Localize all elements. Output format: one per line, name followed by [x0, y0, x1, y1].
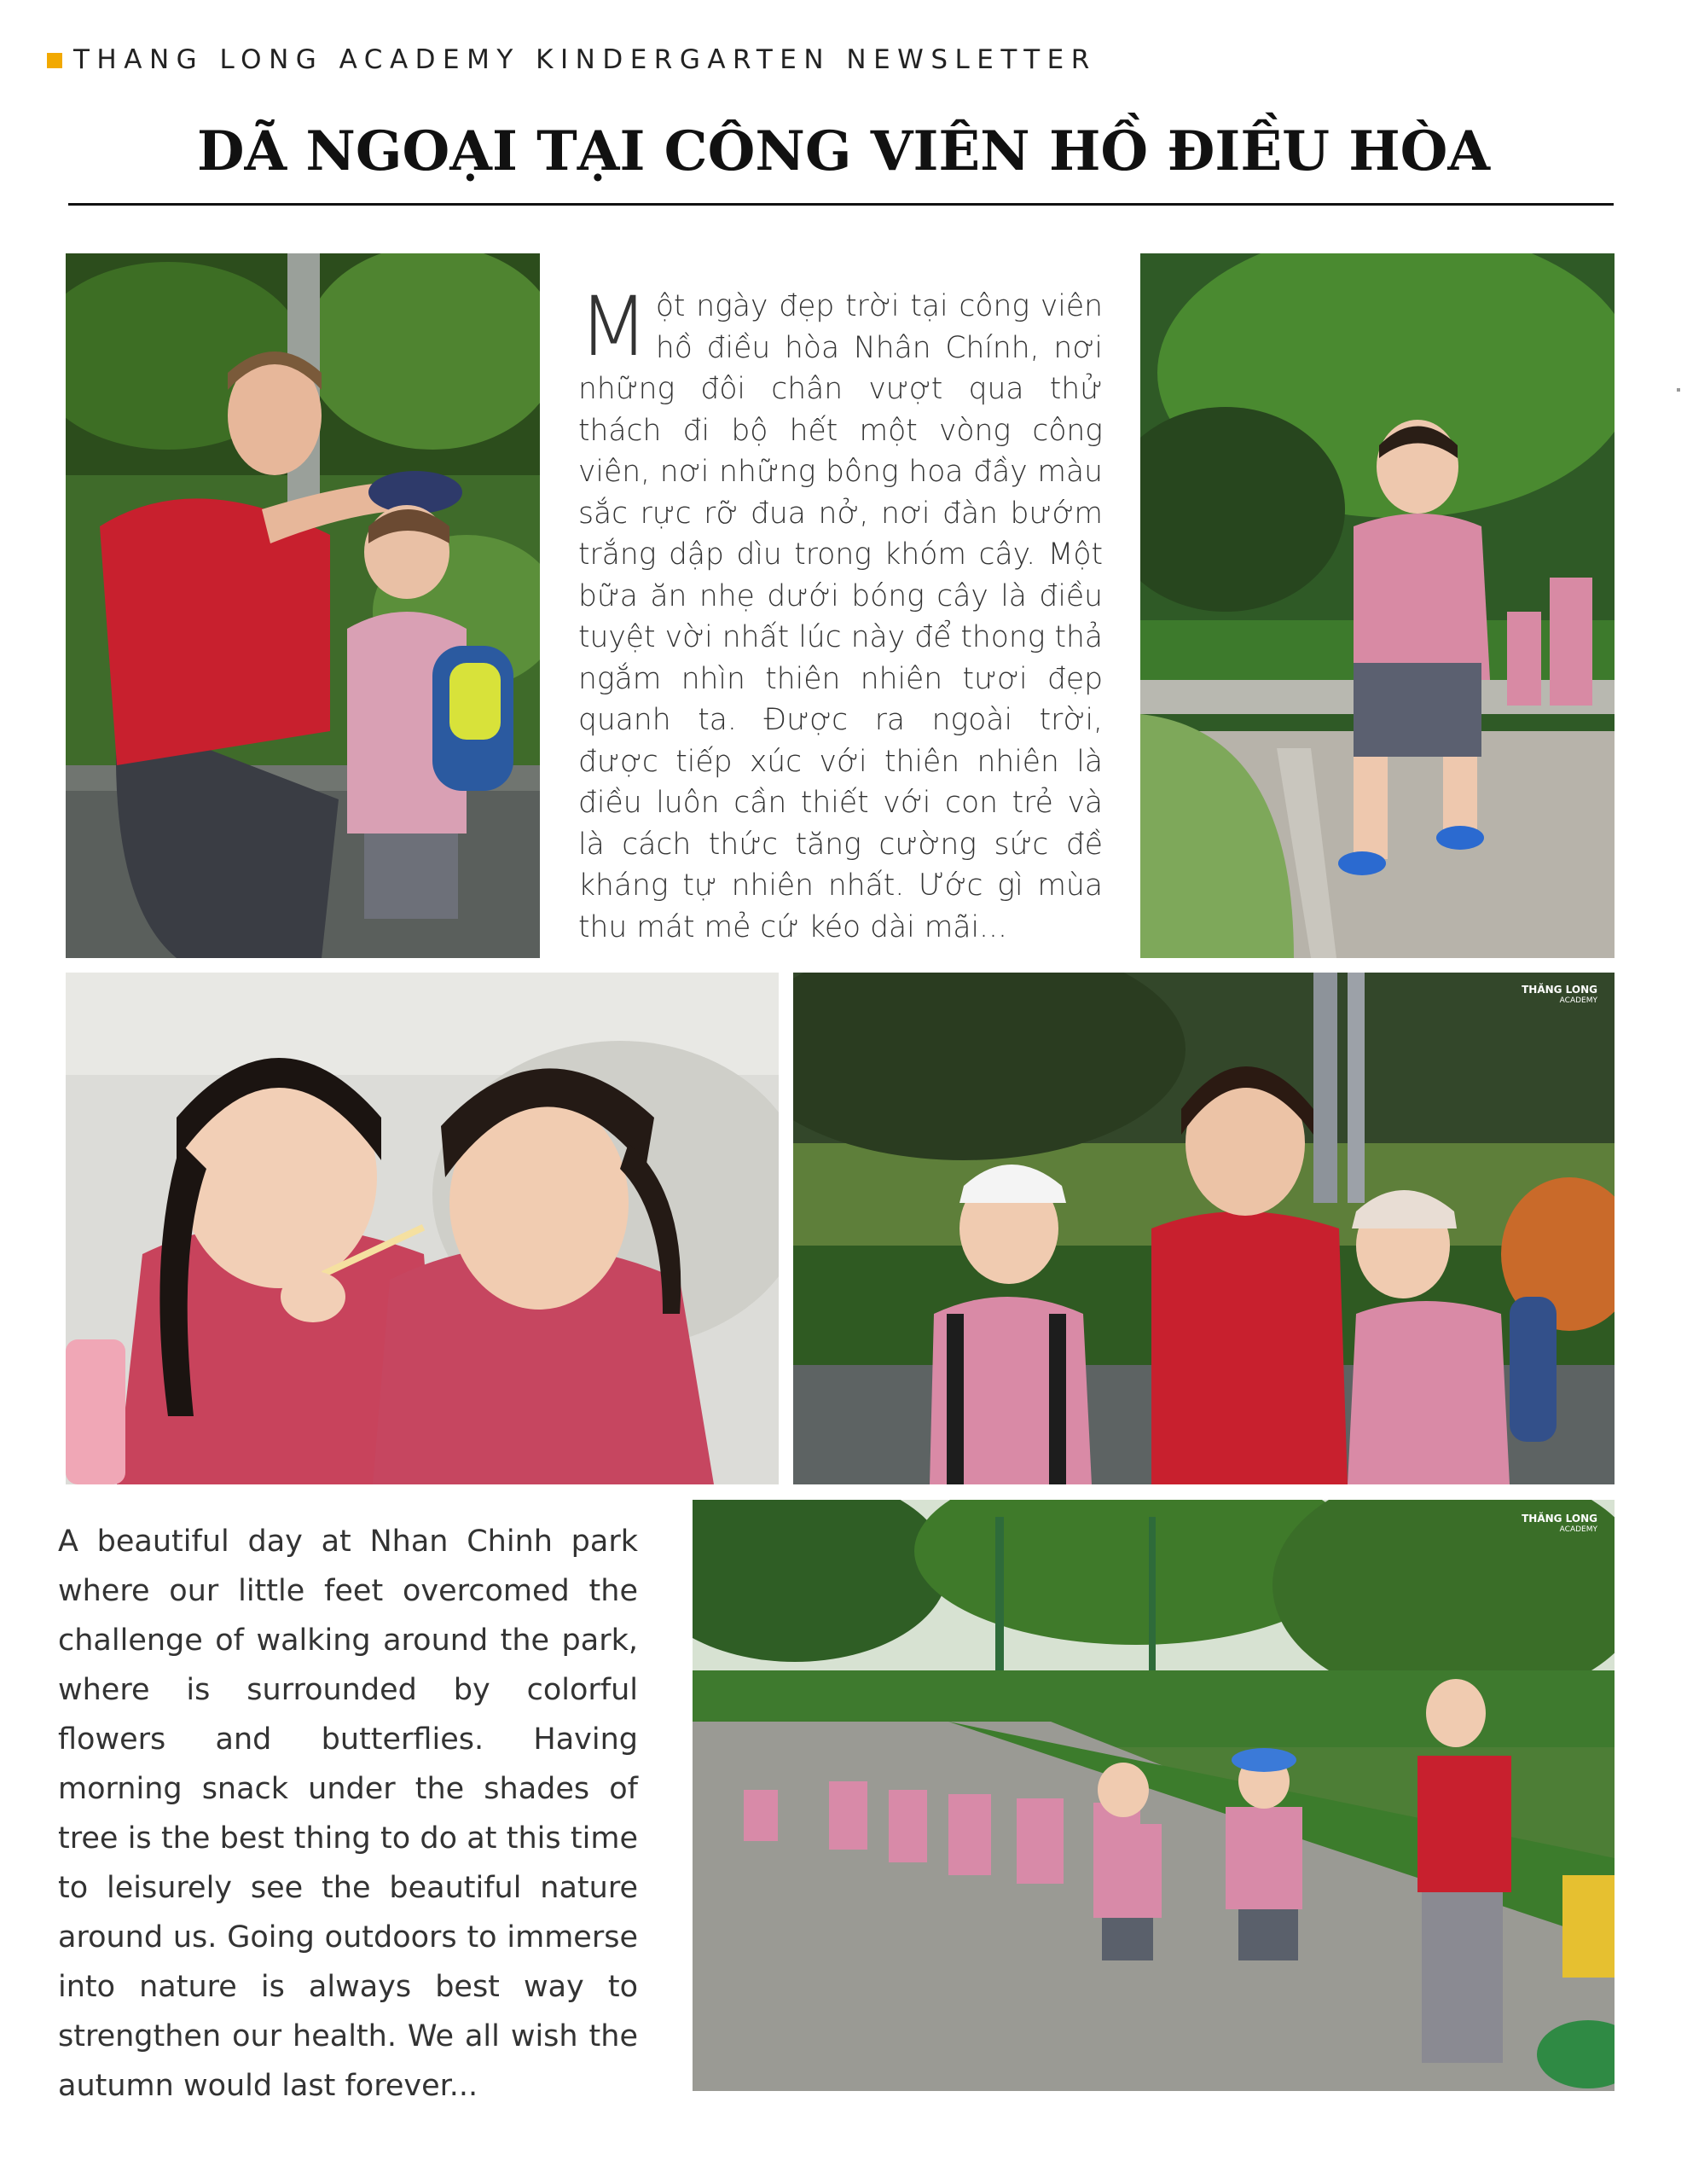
article-body-english: A beautiful day at Nhan Chinh park where our little feet overcomed the challenge of walking around the park, where is surrounded by colorful flowers and butterflies. Having morning snack under the shades of tree is the best thing to do at this time to leisurely see the beautiful nature around us. Going outdoors to immerse into nature is always best way to strengthen our health. We all wish the autumn would last forever... [58, 1525, 638, 2103]
header-accent-square [47, 53, 62, 68]
photo-teacher-two-boys [793, 973, 1615, 1484]
watermark-line-1: THĂNG LONG [1522, 1513, 1597, 1525]
margin-dot [1677, 388, 1680, 392]
photo-children-walking [693, 1500, 1615, 2091]
photo-running-boy [1140, 253, 1615, 958]
article-title: DÃ NGOẠI TẠI CÔNG VIÊN HỒ ĐIỀU HÒA [196, 119, 1491, 183]
photo-two-girls-snack [66, 973, 779, 1484]
article-body-vietnamese [578, 279, 1103, 948]
photo-watermark [1522, 985, 1597, 1007]
photo-teacher-with-boy [66, 253, 540, 958]
drop-cap: M [578, 279, 649, 375]
newsletter-label: THANG LONG ACADEMY KINDERGARTEN NEWSLETTER [73, 44, 1097, 75]
vietnamese-paragraph: ột ngày đẹp trời tại công viên hồ điều hòa Nhân Chính, nơi những đôi chân vượt qua thử thách đi bộ hết một vòng công viên, nơi những bông hoa đầy màu sắc rực rỡ đua nở, nơi đàn bướm trắng dập dìu trong khóm cây. Một bữa ăn nhẹ dưới bóng cây là điều tuyệt vời nhất lúc này để thong thả ngắm nhìn thiên nhiên tươi đẹp quanh ta. Được ra ngoài trời, được tiếp xúc với thiên nhiên là điều luôn cần thiết với con trẻ và là cách thức tăng cường sức đề kháng tự nhiên nhất. Ước gì mùa thu mát mẻ cứ kéo dài mãi... [578, 289, 1103, 944]
watermark-line-1: THĂNG LONG [1522, 984, 1597, 996]
photo-watermark [1522, 1513, 1597, 1536]
watermark-line-2: ACADEMY [1559, 1525, 1597, 1534]
watermark-line-2: ACADEMY [1559, 996, 1597, 1005]
title-divider [68, 203, 1614, 206]
